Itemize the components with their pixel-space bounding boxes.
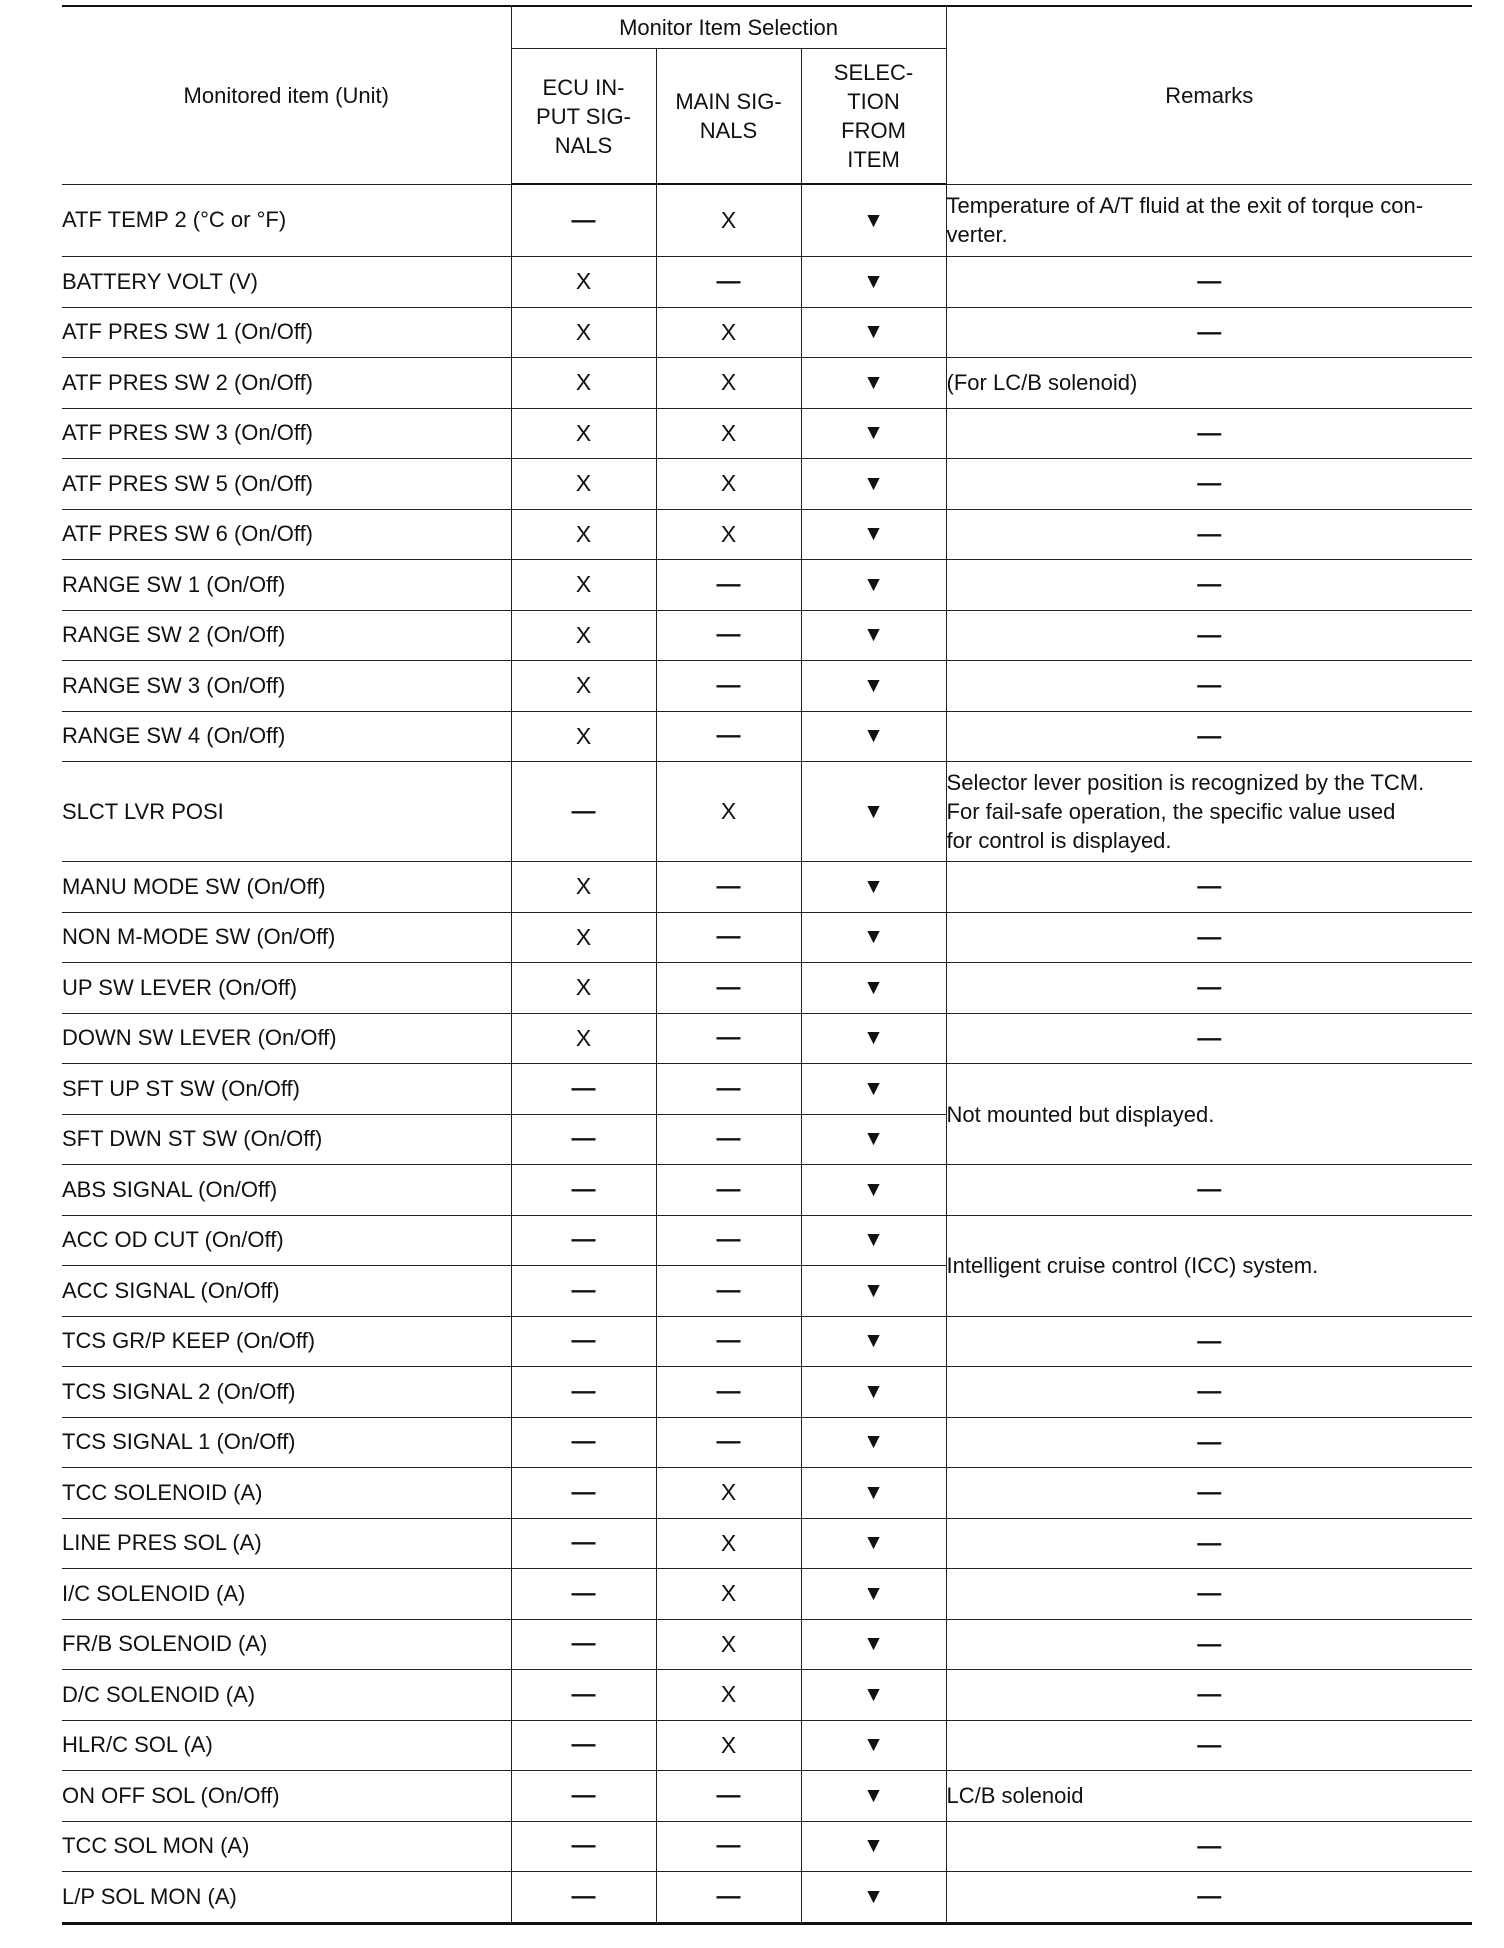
ecu-input-mark: — [511, 1114, 656, 1165]
table-row [62, 1872, 1472, 1924]
remarks-cell [946, 1215, 1472, 1316]
monitored-item-cell: HLR/C SOL (A) [62, 1720, 511, 1771]
monitored-item-cell: D/C SOLENOID (A) [62, 1670, 511, 1721]
remarks-cell: — [946, 408, 1472, 459]
main-signal-mark: X [656, 459, 801, 510]
main-signal-mark: — [656, 1215, 801, 1266]
main-signal-mark: X [656, 762, 801, 862]
monitored-item-cell: RANGE SW 1 (On/Off) [62, 560, 511, 611]
ecu-input-mark: — [511, 1417, 656, 1468]
monitored-item-cell: ABS SIGNAL (On/Off) [62, 1165, 511, 1216]
table-row [62, 1518, 1472, 1569]
monitor-item-table [62, 5, 1472, 1925]
main-signal-mark: — [656, 1165, 801, 1216]
header-ecu-line: PUT SIG- [536, 103, 631, 129]
remarks-cell: — [946, 1872, 1472, 1924]
selection-mark: ▼ [801, 1215, 946, 1266]
ecu-input-mark: X [511, 408, 656, 459]
remarks-cell: — [946, 912, 1472, 963]
monitored-item-cell: ATF PRES SW 3 (On/Off) [62, 408, 511, 459]
table-row [62, 1215, 1472, 1266]
table-row [62, 459, 1472, 510]
ecu-input-mark: — [511, 1821, 656, 1872]
remarks-cell: — [946, 1165, 1472, 1216]
remarks-cell: — [946, 1619, 1472, 1670]
table-row [62, 1771, 1472, 1822]
monitored-item-cell: NON M-MODE SW (On/Off) [62, 912, 511, 963]
header-main-signals [656, 49, 801, 185]
ecu-input-mark: — [511, 1367, 656, 1418]
main-signal-mark: — [656, 862, 801, 913]
ecu-input-mark: — [511, 1569, 656, 1620]
table-row [62, 661, 1472, 712]
remarks-cell: — [946, 610, 1472, 661]
main-signal-mark: — [656, 711, 801, 762]
ecu-input-mark: — [511, 1215, 656, 1266]
selection-mark: ▼ [801, 1518, 946, 1569]
monitored-item-cell: ATF PRES SW 1 (On/Off) [62, 307, 511, 358]
selection-mark: ▼ [801, 1619, 946, 1670]
ecu-input-mark: X [511, 257, 656, 308]
selection-mark: ▼ [801, 1771, 946, 1822]
monitored-item-cell: FR/B SOLENOID (A) [62, 1619, 511, 1670]
remark-line: (For LC/B solenoid) [946, 370, 1138, 396]
ecu-input-mark: X [511, 1013, 656, 1064]
header-remarks: Remarks [946, 6, 1472, 184]
ecu-input-mark: X [511, 912, 656, 963]
header-selection-from-item [801, 49, 946, 185]
remark-line: For fail-safe operation, the specific value used [946, 799, 1396, 824]
main-signal-mark: — [656, 610, 801, 661]
selection-mark: ▼ [801, 661, 946, 712]
monitored-item-cell: ATF PRES SW 2 (On/Off) [62, 358, 511, 409]
selection-mark: ▼ [801, 1114, 946, 1165]
table-row [62, 1468, 1472, 1519]
monitored-item-cell: RANGE SW 2 (On/Off) [62, 610, 511, 661]
selection-mark: ▼ [801, 408, 946, 459]
main-signal-mark: — [656, 912, 801, 963]
table-row [62, 1720, 1472, 1771]
selection-mark: ▼ [801, 912, 946, 963]
remarks-cell [946, 358, 1472, 409]
remark-line: Temperature of A/T fluid at the exit of torque con- [946, 193, 1424, 219]
monitored-item-cell: MANU MODE SW (On/Off) [62, 862, 511, 913]
ecu-input-mark: — [511, 1064, 656, 1115]
header-monitored-item: Monitored item (Unit) [62, 6, 511, 184]
main-signal-mark: X [656, 184, 801, 257]
monitored-item-cell: ACC OD CUT (On/Off) [62, 1215, 511, 1266]
monitored-item-cell: L/P SOL MON (A) [62, 1872, 511, 1924]
monitored-item-cell: RANGE SW 4 (On/Off) [62, 711, 511, 762]
table-row [62, 1619, 1472, 1670]
table-row [62, 307, 1472, 358]
remarks-cell: — [946, 459, 1472, 510]
table-row [62, 711, 1472, 762]
main-signal-mark: X [656, 1670, 801, 1721]
monitored-item-cell: ON OFF SOL (On/Off) [62, 1771, 511, 1822]
main-signal-mark: — [656, 1417, 801, 1468]
monitored-item-cell: TCC SOL MON (A) [62, 1821, 511, 1872]
monitored-item-cell: TCS GR/P KEEP (On/Off) [62, 1316, 511, 1367]
monitored-item-cell: DOWN SW LEVER (On/Off) [62, 1013, 511, 1064]
remark-line: for control is displayed. [946, 828, 1172, 853]
table-row [62, 257, 1472, 308]
ecu-input-mark: — [511, 1518, 656, 1569]
remarks-cell: — [946, 963, 1472, 1014]
table-row [62, 1064, 1472, 1115]
selection-mark: ▼ [801, 459, 946, 510]
main-signal-mark: X [656, 1468, 801, 1519]
remarks-cell: — [946, 1821, 1472, 1872]
monitored-item-cell: TCS SIGNAL 2 (On/Off) [62, 1367, 511, 1418]
main-signal-mark: — [656, 1266, 801, 1317]
selection-mark: ▼ [801, 1266, 946, 1317]
ecu-input-mark: — [511, 1165, 656, 1216]
remarks-cell: — [946, 1417, 1472, 1468]
table-row [62, 1367, 1472, 1418]
main-signal-mark: — [656, 1114, 801, 1165]
header-sel-line: TION [847, 89, 900, 114]
main-signal-mark: X [656, 1720, 801, 1771]
ecu-input-mark: — [511, 1619, 656, 1670]
table-row [62, 610, 1472, 661]
ecu-input-mark: — [511, 1670, 656, 1721]
main-signal-mark: — [656, 560, 801, 611]
table-row [62, 509, 1472, 560]
selection-mark: ▼ [801, 560, 946, 611]
ecu-input-mark: — [511, 1872, 656, 1924]
remarks-cell: — [946, 711, 1472, 762]
selection-mark: ▼ [801, 862, 946, 913]
table-row [62, 912, 1472, 963]
monitored-item-cell: I/C SOLENOID (A) [62, 1569, 511, 1620]
main-signal-mark: — [656, 1872, 801, 1924]
selection-mark: ▼ [801, 1569, 946, 1620]
ecu-input-mark: X [511, 963, 656, 1014]
header-sel-line: FROM [841, 118, 906, 143]
table-body [62, 184, 1472, 1923]
table-row [62, 560, 1472, 611]
main-signal-mark: — [656, 1367, 801, 1418]
selection-mark: ▼ [801, 257, 946, 308]
selection-mark: ▼ [801, 1872, 946, 1924]
remarks-cell [946, 1064, 1472, 1165]
remarks-cell: — [946, 560, 1472, 611]
selection-mark: ▼ [801, 1064, 946, 1115]
ecu-input-mark: — [511, 1468, 656, 1519]
remark-line: Selector lever position is recognized by the TCM. [946, 770, 1425, 795]
selection-mark: ▼ [801, 762, 946, 862]
table-row [62, 1013, 1472, 1064]
ecu-input-mark: X [511, 862, 656, 913]
remarks-cell: — [946, 862, 1472, 913]
remarks-cell: — [946, 1367, 1472, 1418]
selection-mark: ▼ [801, 509, 946, 560]
selection-mark: ▼ [801, 963, 946, 1014]
selection-mark: ▼ [801, 1367, 946, 1418]
remarks-cell: — [946, 307, 1472, 358]
remarks-cell: — [946, 1569, 1472, 1620]
ecu-input-mark: — [511, 1720, 656, 1771]
ecu-input-mark: X [511, 560, 656, 611]
remarks-cell: — [946, 1518, 1472, 1569]
remarks-cell: — [946, 661, 1472, 712]
header-main-line: NALS [699, 118, 758, 143]
monitored-item-cell: BATTERY VOLT (V) [62, 257, 511, 308]
main-signal-mark: — [656, 257, 801, 308]
main-signal-mark: X [656, 358, 801, 409]
ecu-input-mark: X [511, 459, 656, 510]
monitored-item-cell: LINE PRES SOL (A) [62, 1518, 511, 1569]
header-ecu-line: ECU IN- [542, 74, 625, 100]
remarks-cell: — [946, 1013, 1472, 1064]
selection-mark: ▼ [801, 1316, 946, 1367]
selection-mark: ▼ [801, 1013, 946, 1064]
ecu-input-mark: X [511, 307, 656, 358]
selection-mark: ▼ [801, 358, 946, 409]
monitored-item-cell: ATF PRES SW 6 (On/Off) [62, 509, 511, 560]
table-row [62, 1165, 1472, 1216]
header-monitor-item-selection: Monitor Item Selection [511, 6, 946, 49]
header-sel-line: SELEC- [833, 60, 914, 85]
selection-mark: ▼ [801, 1468, 946, 1519]
selection-mark: ▼ [801, 184, 946, 257]
table-row [62, 1417, 1472, 1468]
selection-mark: ▼ [801, 711, 946, 762]
remarks-cell: — [946, 1316, 1472, 1367]
ecu-input-mark: — [511, 762, 656, 862]
selection-mark: ▼ [801, 610, 946, 661]
remarks-cell: — [946, 257, 1472, 308]
header-ecu-input-signals [511, 49, 656, 185]
remarks-cell: — [946, 1670, 1472, 1721]
main-signal-mark: X [656, 1518, 801, 1569]
main-signal-mark: X [656, 1619, 801, 1670]
monitored-item-cell: SFT DWN ST SW (On/Off) [62, 1114, 511, 1165]
table-row [62, 862, 1472, 913]
main-signal-mark: — [656, 1821, 801, 1872]
table-row [62, 184, 1472, 257]
selection-mark: ▼ [801, 1670, 946, 1721]
ecu-input-mark: X [511, 358, 656, 409]
selection-mark: ▼ [801, 307, 946, 358]
main-signal-mark: — [656, 1013, 801, 1064]
remarks-cell: — [946, 1468, 1472, 1519]
main-signal-mark: X [656, 307, 801, 358]
table-row [62, 1569, 1472, 1620]
monitored-item-cell: TCC SOLENOID (A) [62, 1468, 511, 1519]
ecu-input-mark: — [511, 1266, 656, 1317]
monitored-item-cell: RANGE SW 3 (On/Off) [62, 661, 511, 712]
table-row [62, 1670, 1472, 1721]
selection-mark: ▼ [801, 1417, 946, 1468]
table-row [62, 358, 1472, 409]
monitored-item-cell: ACC SIGNAL (On/Off) [62, 1266, 511, 1317]
main-signal-mark: X [656, 1569, 801, 1620]
table-row [62, 963, 1472, 1014]
remarks-cell [946, 762, 1472, 862]
main-signal-mark: — [656, 1064, 801, 1115]
main-signal-mark: X [656, 408, 801, 459]
remarks-cell [946, 184, 1472, 257]
main-signal-mark: — [656, 963, 801, 1014]
table-row [62, 408, 1472, 459]
remark-line: verter. [946, 222, 1008, 248]
header-ecu-line: NALS [554, 132, 613, 158]
remark-line: LC/B solenoid [946, 1783, 1084, 1809]
ecu-input-mark: — [511, 1316, 656, 1367]
monitored-item-cell: SLCT LVR POSI [62, 762, 511, 862]
remark-line: Not mounted but displayed. [946, 1101, 1215, 1127]
ecu-input-mark: — [511, 184, 656, 257]
remarks-cell [946, 1771, 1472, 1822]
monitored-item-cell: UP SW LEVER (On/Off) [62, 963, 511, 1014]
ecu-input-mark: X [511, 610, 656, 661]
monitored-item-cell: TCS SIGNAL 1 (On/Off) [62, 1417, 511, 1468]
remarks-cell: — [946, 1720, 1472, 1771]
main-signal-mark: — [656, 1771, 801, 1822]
remarks-cell: — [946, 509, 1472, 560]
ecu-input-mark: — [511, 1771, 656, 1822]
header-main-line: MAIN SIG- [675, 89, 782, 114]
table-row [62, 762, 1472, 862]
ecu-input-mark: X [511, 661, 656, 712]
selection-mark: ▼ [801, 1821, 946, 1872]
monitored-item-cell: SFT UP ST SW (On/Off) [62, 1064, 511, 1115]
selection-mark: ▼ [801, 1720, 946, 1771]
monitored-item-cell: ATF TEMP 2 (°C or °F) [62, 184, 511, 257]
main-signal-mark: — [656, 661, 801, 712]
remark-line: Intelligent cruise control (ICC) system. [946, 1253, 1319, 1278]
main-signal-mark: X [656, 509, 801, 560]
table-row [62, 1821, 1472, 1872]
main-signal-mark: — [656, 1316, 801, 1367]
ecu-input-mark: X [511, 509, 656, 560]
header-sel-line: ITEM [847, 147, 900, 172]
table-row [62, 1316, 1472, 1367]
ecu-input-mark: X [511, 711, 656, 762]
selection-mark: ▼ [801, 1165, 946, 1216]
monitored-item-cell: ATF PRES SW 5 (On/Off) [62, 459, 511, 510]
